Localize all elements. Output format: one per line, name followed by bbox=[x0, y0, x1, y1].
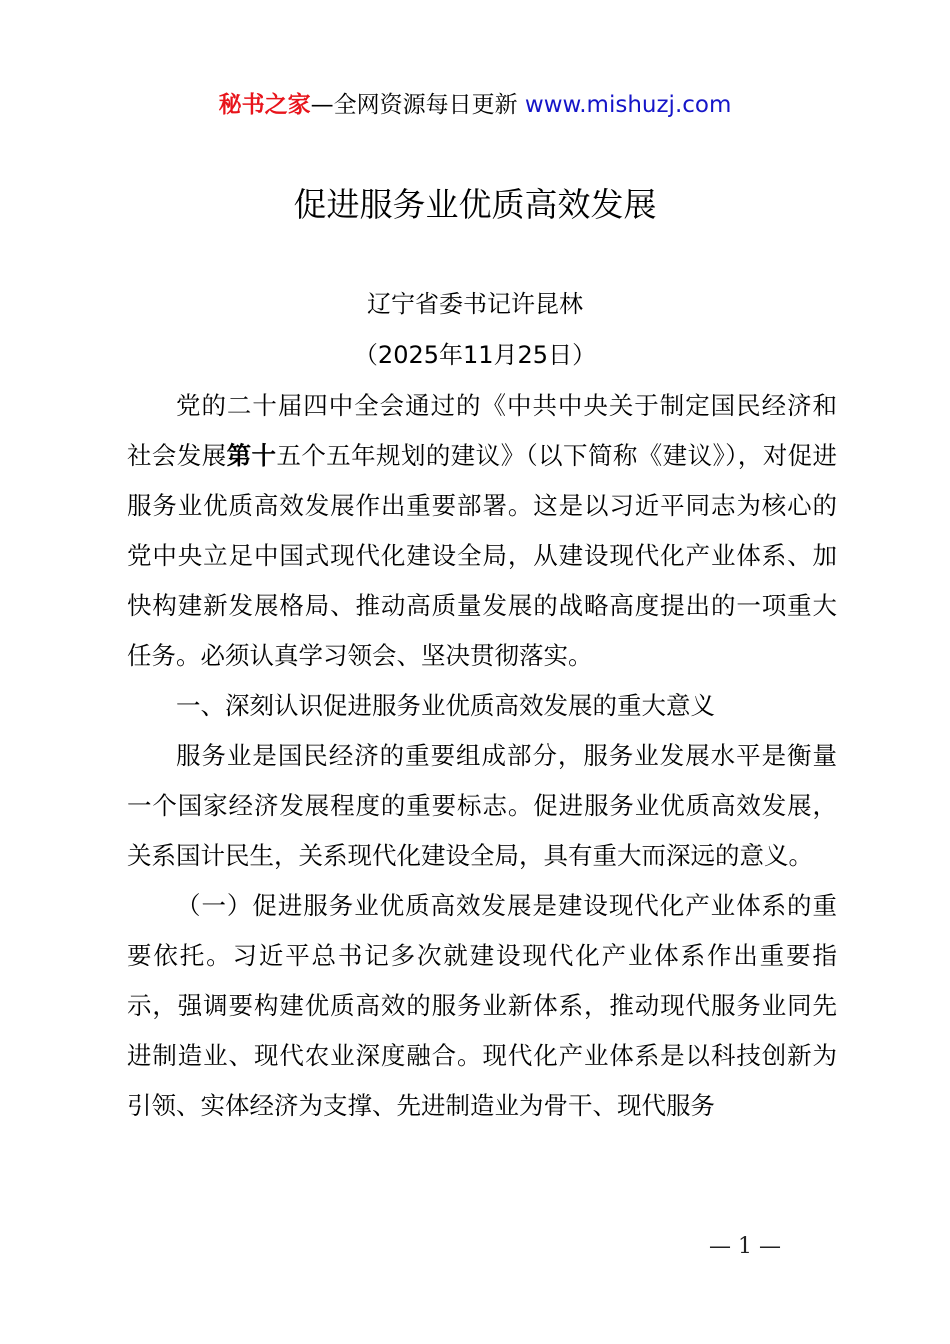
subsection-paragraph: （一）促进服务业优质高效发展是建设现代化产业体系的重要依托。习近平总书记多次就建设现代化产业体系作出重要指示，强调要构建优质高效的服务业新体系，推动现代服务业同先进制造业、现代农业深度融合。现代化产业体系是以科技创新为引领、实体经济为支撑、先进制造业为骨干、现代服务 bbox=[127, 891, 837, 1120]
paragraph-intro bbox=[127, 381, 837, 681]
site-banner bbox=[0, 88, 950, 122]
bold-text: 第十 bbox=[226, 441, 277, 470]
paragraph-text: 五个五年规划的建议》（以下简称《建议》），对促进服务业优质高效发展作出重要部署。这是以习近平同志为核心的党中央立足中国式现代化建设全局，从建设现代化产业体系、加快构建新发展格局、推动高质量发展的战略高度提出的一项重大任务。必须认真学习领会、坚决贯彻落实。 bbox=[127, 441, 838, 670]
document-body bbox=[127, 381, 837, 1131]
page-number: — 1 — bbox=[709, 1234, 781, 1259]
banner-brand: 秘书之家 bbox=[218, 92, 311, 118]
banner-url-link[interactable]: www.mishuzj.com bbox=[524, 92, 732, 118]
document-author: 辽宁省委书记许昆林 bbox=[367, 290, 583, 318]
document-title: 促进服务业优质高效发展 bbox=[293, 185, 657, 224]
document-date: （2025年11月25日） bbox=[353, 341, 597, 369]
paragraph-text: 党的二十届四中全会通过的《中共中央关于制定国民经济和社会发展 bbox=[127, 391, 837, 470]
paragraph: 服务业是国民经济的重要组成部分，服务业发展水平是衡量一个国家经济发展程度的重要标志。促进服务业优质高效发展，关系国计民生，关系现代化建设全局，具有重大而深远的意义。 bbox=[127, 741, 837, 870]
banner-slogan: —全网资源每日更新 bbox=[310, 92, 518, 118]
section-heading: 一、深刻认识促进服务业优质高效发展的重大意义 bbox=[176, 691, 715, 720]
